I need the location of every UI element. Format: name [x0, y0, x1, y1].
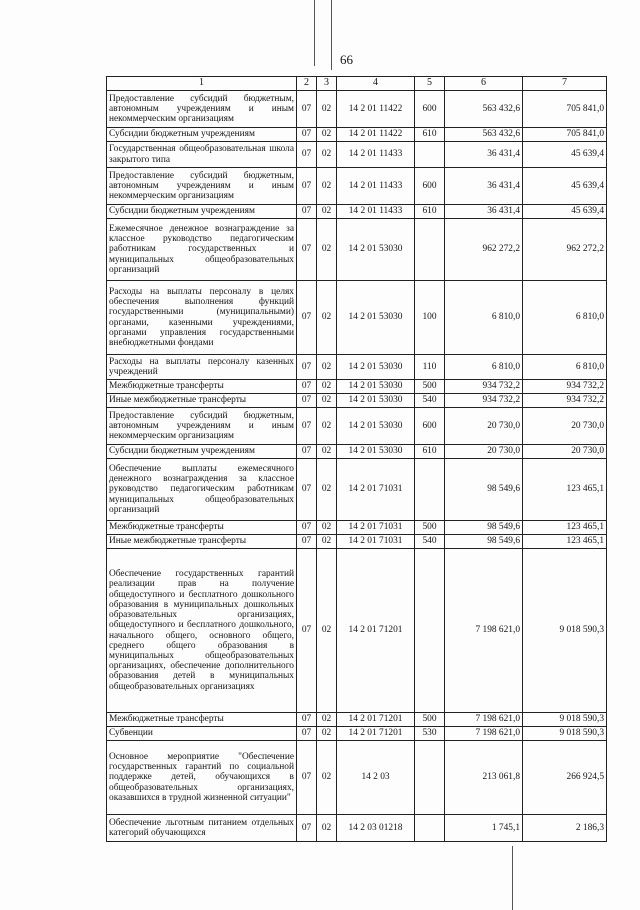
page-number: 66 — [340, 52, 353, 67]
amount-year1-cell: 934 732,2 — [445, 394, 523, 408]
target-article-cell: 14 2 01 71201 — [337, 713, 415, 727]
row-name-cell: Межбюджетные трансферты — [107, 521, 297, 535]
subsection-code-cell: 02 — [317, 355, 337, 380]
row-name-cell: Иные межбюджетные трансферты — [107, 535, 297, 549]
section-code-cell: 07 — [297, 281, 317, 355]
amount-year1-cell: 6 810,0 — [445, 355, 523, 380]
section-code-cell: 07 — [297, 394, 317, 408]
expense-type-cell: 530 — [415, 727, 445, 741]
expense-type-cell — [415, 815, 445, 842]
section-code-cell: 07 — [297, 727, 317, 741]
subsection-code-cell: 02 — [317, 128, 337, 142]
row-name-cell: Субвенции — [107, 727, 297, 741]
target-article-cell: 14 2 01 53030 — [337, 281, 415, 355]
subsection-code-cell: 02 — [317, 408, 337, 445]
column-header: 2 — [297, 77, 317, 91]
table-row — [107, 713, 607, 727]
section-code-cell: 07 — [297, 91, 317, 128]
expense-type-cell: 100 — [415, 281, 445, 355]
expense-type-cell — [415, 142, 445, 168]
amount-year1-cell: 36 431,4 — [445, 168, 523, 205]
row-name-cell: Основное мероприятие "Обеспечение государственных гарантий по социальной поддержке детей, обучающихся в общеобразовательных организациях, оказавшихся в трудной жизненной ситуации" — [107, 741, 297, 815]
table-row — [107, 142, 607, 168]
target-article-cell: 14 2 01 11433 — [337, 205, 415, 219]
row-name-cell: Обеспечение льготным питанием отдельных категорий обучающихся — [107, 815, 297, 842]
amount-year1-cell: 98 549,6 — [445, 459, 523, 521]
subsection-code-cell: 02 — [317, 219, 337, 281]
amount-year1-cell: 962 272,2 — [445, 219, 523, 281]
target-article-cell: 14 2 01 53030 — [337, 380, 415, 394]
amount-year2-cell: 934 732,2 — [523, 380, 607, 394]
section-code-cell: 07 — [297, 535, 317, 549]
target-article-cell: 14 2 01 71031 — [337, 459, 415, 521]
target-article-cell: 14 2 01 53030 — [337, 219, 415, 281]
column-header: 4 — [337, 77, 415, 91]
amount-year2-cell: 6 810,0 — [523, 281, 607, 355]
row-name-cell: Предоставление субсидий бюджетным, автономным учреждениям и иным некоммерческим организациям — [107, 408, 297, 445]
subsection-code-cell: 02 — [317, 91, 337, 128]
amount-year2-cell: 9 018 590,3 — [523, 727, 607, 741]
table-row — [107, 459, 607, 521]
expense-type-cell: 500 — [415, 713, 445, 727]
amount-year2-cell: 45 639,4 — [523, 205, 607, 219]
expense-type-cell: 600 — [415, 168, 445, 205]
amount-year2-cell: 45 639,4 — [523, 168, 607, 205]
table-row — [107, 128, 607, 142]
section-code-cell: 07 — [297, 128, 317, 142]
expense-type-cell: 600 — [415, 91, 445, 128]
section-code-cell: 07 — [297, 408, 317, 445]
expense-type-cell: 500 — [415, 380, 445, 394]
row-name-cell: Государственная общеобразовательная школа закрытого типа — [107, 142, 297, 168]
section-code-cell: 07 — [297, 168, 317, 205]
section-code-cell: 07 — [297, 380, 317, 394]
amount-year2-cell: 9 018 590,3 — [523, 549, 607, 713]
row-name-cell: Обеспечение выплаты ежемесячного денежного вознаграждения за классное руководство педагогическим работникам муниципальных общеобразовательных организаций — [107, 459, 297, 521]
target-article-cell: 14 2 01 53030 — [337, 445, 415, 459]
amount-year1-cell: 7 198 621,0 — [445, 713, 523, 727]
table-row — [107, 380, 607, 394]
expense-type-cell — [415, 219, 445, 281]
budget-table — [106, 76, 607, 842]
amount-year2-cell: 2 186,3 — [523, 815, 607, 842]
target-article-cell: 14 2 01 71201 — [337, 727, 415, 741]
table-row — [107, 205, 607, 219]
expense-type-cell: 600 — [415, 408, 445, 445]
expense-type-cell — [415, 549, 445, 713]
target-article-cell: 14 2 01 71031 — [337, 535, 415, 549]
section-code-cell: 07 — [297, 142, 317, 168]
subsection-code-cell: 02 — [317, 549, 337, 713]
target-article-cell: 14 2 01 11433 — [337, 168, 415, 205]
subsection-code-cell: 02 — [317, 727, 337, 741]
section-code-cell: 07 — [297, 459, 317, 521]
table-row — [107, 549, 607, 713]
amount-year2-cell: 705 841,0 — [523, 91, 607, 128]
scan-line-left — [314, 0, 315, 66]
target-article-cell: 14 2 01 53030 — [337, 394, 415, 408]
section-code-cell: 07 — [297, 219, 317, 281]
expense-type-cell: 540 — [415, 394, 445, 408]
section-code-cell: 07 — [297, 815, 317, 842]
section-code-cell: 07 — [297, 205, 317, 219]
row-name-cell: Субсидии бюджетным учреждениям — [107, 205, 297, 219]
table-row — [107, 521, 607, 535]
section-code-cell: 07 — [297, 741, 317, 815]
amount-year2-cell: 266 924,5 — [523, 741, 607, 815]
amount-year1-cell: 6 810,0 — [445, 281, 523, 355]
row-name-cell: Субсидии бюджетным учреждениям — [107, 445, 297, 459]
row-name-cell: Межбюджетные трансферты — [107, 713, 297, 727]
table-row — [107, 91, 607, 128]
subsection-code-cell: 02 — [317, 281, 337, 355]
amount-year2-cell: 6 810,0 — [523, 355, 607, 380]
table-row — [107, 394, 607, 408]
amount-year1-cell: 98 549,6 — [445, 521, 523, 535]
amount-year2-cell: 20 730,0 — [523, 445, 607, 459]
row-name-cell: Иные межбюджетные трансферты — [107, 394, 297, 408]
amount-year1-cell: 98 549,6 — [445, 535, 523, 549]
subsection-code-cell: 02 — [317, 142, 337, 168]
subsection-code-cell: 02 — [317, 741, 337, 815]
expense-type-cell: 610 — [415, 128, 445, 142]
expense-type-cell: 540 — [415, 535, 445, 549]
table-row — [107, 741, 607, 815]
subsection-code-cell: 02 — [317, 394, 337, 408]
row-name-cell: Расходы на выплаты персоналу в целях обеспечения выполнения функций государственными (муниципальными) органами, казенными учреждениями, органами управления государственными внебюджетными фондами — [107, 281, 297, 355]
amount-year2-cell: 9 018 590,3 — [523, 713, 607, 727]
amount-year1-cell: 213 061,8 — [445, 741, 523, 815]
subsection-code-cell: 02 — [317, 815, 337, 842]
table-row — [107, 727, 607, 741]
section-code-cell: 07 — [297, 549, 317, 713]
section-code-cell: 07 — [297, 445, 317, 459]
scan-line-right — [331, 0, 332, 70]
subsection-code-cell: 02 — [317, 713, 337, 727]
amount-year2-cell: 123 465,1 — [523, 535, 607, 549]
target-article-cell: 14 2 01 53030 — [337, 408, 415, 445]
subsection-code-cell: 02 — [317, 445, 337, 459]
expense-type-cell — [415, 459, 445, 521]
section-code-cell: 07 — [297, 355, 317, 380]
column-header: 5 — [415, 77, 445, 91]
table-row — [107, 408, 607, 445]
expense-type-cell: 610 — [415, 205, 445, 219]
amount-year1-cell: 563 432,6 — [445, 128, 523, 142]
table-row — [107, 445, 607, 459]
amount-year1-cell: 934 732,2 — [445, 380, 523, 394]
target-article-cell: 14 2 03 — [337, 741, 415, 815]
target-article-cell: 14 2 01 71201 — [337, 549, 415, 713]
row-name-cell: Межбюджетные трансферты — [107, 380, 297, 394]
row-name-cell: Субсидии бюджетным учреждениям — [107, 128, 297, 142]
expense-type-cell: 110 — [415, 355, 445, 380]
row-name-cell: Предоставление субсидий бюджетным, автономным учреждениям и иным некоммерческим организациям — [107, 91, 297, 128]
row-name-cell: Расходы на выплаты персоналу казенных учреждений — [107, 355, 297, 380]
column-header: 1 — [107, 77, 297, 91]
amount-year2-cell: 962 272,2 — [523, 219, 607, 281]
amount-year2-cell: 123 465,1 — [523, 459, 607, 521]
table-row — [107, 355, 607, 380]
column-header: 3 — [317, 77, 337, 91]
table-row — [107, 168, 607, 205]
scan-line-bottom — [512, 846, 513, 910]
subsection-code-cell: 02 — [317, 521, 337, 535]
amount-year1-cell: 7 198 621,0 — [445, 549, 523, 713]
amount-year1-cell: 7 198 621,0 — [445, 727, 523, 741]
amount-year2-cell: 20 730,0 — [523, 408, 607, 445]
target-article-cell: 14 2 01 11433 — [337, 142, 415, 168]
amount-year2-cell: 123 465,1 — [523, 521, 607, 535]
section-code-cell: 07 — [297, 521, 317, 535]
amount-year1-cell: 20 730,0 — [445, 445, 523, 459]
table-row — [107, 219, 607, 281]
target-article-cell: 14 2 01 53030 — [337, 355, 415, 380]
amount-year2-cell: 705 841,0 — [523, 128, 607, 142]
target-article-cell: 14 2 01 71031 — [337, 521, 415, 535]
expense-type-cell: 500 — [415, 521, 445, 535]
amount-year1-cell: 563 432,6 — [445, 91, 523, 128]
amount-year1-cell: 36 431,4 — [445, 142, 523, 168]
table-row — [107, 815, 607, 842]
expense-type-cell — [415, 741, 445, 815]
table-header-row — [107, 77, 607, 91]
section-code-cell: 07 — [297, 713, 317, 727]
table-row — [107, 281, 607, 355]
row-name-cell: Ежемесячное денежное вознаграждение за классное руководство педагогическим работникам государственных и муниципальных общеобразовательных организаций — [107, 219, 297, 281]
subsection-code-cell: 02 — [317, 459, 337, 521]
row-name-cell: Предоставление субсидий бюджетным, автономным учреждениям и иным некоммерческим организациям — [107, 168, 297, 205]
subsection-code-cell: 02 — [317, 535, 337, 549]
amount-year1-cell: 1 745,1 — [445, 815, 523, 842]
amount-year1-cell: 20 730,0 — [445, 408, 523, 445]
row-name-cell: Обеспечение государственных гарантий реализации прав на получение общедоступного и бесплатного дошкольного образования в муниципальных дошкольных образовательных организациях, общедоступного и бесплатного дошкольного, начального общего, основного общего, среднего общего образования в муниципальных общеобразовательных организациях, обеспечение дополнительного образования детей в муниципальных общеобразовательных организациях — [107, 549, 297, 713]
target-article-cell: 14 2 01 11422 — [337, 91, 415, 128]
subsection-code-cell: 02 — [317, 380, 337, 394]
column-header: 7 — [523, 77, 607, 91]
subsection-code-cell: 02 — [317, 168, 337, 205]
amount-year2-cell: 934 732,2 — [523, 394, 607, 408]
column-header: 6 — [445, 77, 523, 91]
subsection-code-cell: 02 — [317, 205, 337, 219]
target-article-cell: 14 2 03 01218 — [337, 815, 415, 842]
expense-type-cell: 610 — [415, 445, 445, 459]
target-article-cell: 14 2 01 11422 — [337, 128, 415, 142]
amount-year1-cell: 36 431,4 — [445, 205, 523, 219]
table-row — [107, 535, 607, 549]
amount-year2-cell: 45 639,4 — [523, 142, 607, 168]
